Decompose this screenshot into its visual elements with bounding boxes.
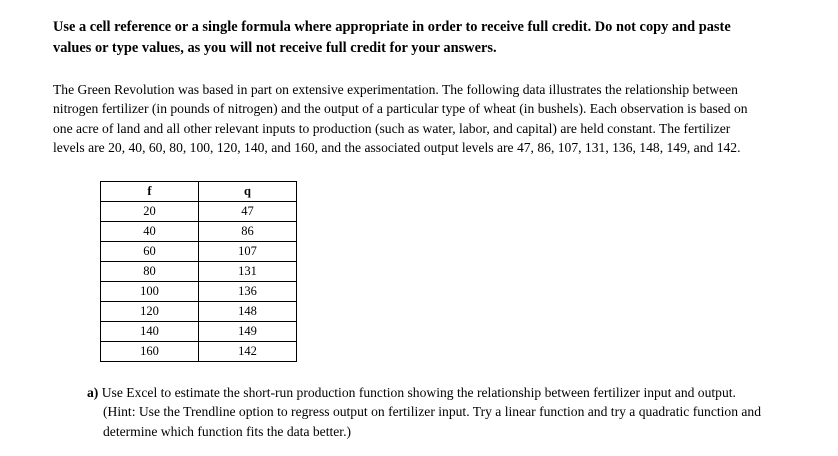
question-a-line-1 bbox=[87, 383, 827, 402]
instructions-line-2: values or type values, as you will not receive full credit for your answers. bbox=[53, 40, 497, 56]
table-cell-q: 149 bbox=[199, 322, 297, 342]
table-row bbox=[101, 302, 297, 322]
data-table bbox=[100, 181, 297, 362]
table-cell-f: 140 bbox=[101, 322, 199, 342]
intro-line-3: one acre of land and all other relevant inputs to production (such as water, labor, and capital) are held constant. The fertilizer bbox=[53, 120, 731, 136]
question-a-line-2: (Hint: Use the Trendline option to regress output on fertilizer input. Try a linear function and try a quadratic function and bbox=[103, 404, 762, 420]
table-cell-q: 136 bbox=[199, 282, 297, 302]
table-cell-q: 47 bbox=[199, 202, 297, 222]
table-row bbox=[101, 282, 297, 302]
question-text-1: Use Excel to estimate the short-run production function showing the relationship between fertilizer input and output. bbox=[101, 385, 736, 400]
table-cell-q: 148 bbox=[199, 302, 297, 322]
table-cell-f: 100 bbox=[101, 282, 199, 302]
table-header-q: q bbox=[199, 182, 297, 202]
table-cell-f: 160 bbox=[101, 342, 199, 362]
table-cell-q: 131 bbox=[199, 262, 297, 282]
question-label: a) bbox=[87, 385, 99, 400]
table-cell-f: 80 bbox=[101, 262, 199, 282]
table-cell-q: 107 bbox=[199, 242, 297, 262]
intro-line-2: nitrogen fertilizer (in pounds of nitrogen) and the output of a particular type of wheat (in bushels). Each observation is based on bbox=[53, 101, 748, 117]
intro-line-1: The Green Revolution was based in part on extensive experimentation. The following data illustrates the relationship between bbox=[53, 82, 738, 97]
intro-line-4: levels are 20, 40, 60, 80, 100, 120, 140, and 160, and the associated output levels are 47, 86, 107, 131, 136, 148, 149, and 142. bbox=[53, 140, 741, 156]
table-cell-q: 142 bbox=[199, 342, 297, 362]
table-header-row bbox=[101, 182, 297, 202]
table-cell-q: 86 bbox=[199, 222, 297, 242]
question-a-line-3: determine which function fits the data better.) bbox=[103, 423, 351, 439]
question-a bbox=[87, 383, 827, 441]
instructions-line-1: Use a cell reference or a single formula where appropriate in order to receive full credit. Do not copy and paste bbox=[53, 19, 731, 35]
table-row bbox=[101, 342, 297, 362]
table-cell-f: 20 bbox=[101, 202, 199, 222]
intro-paragraph bbox=[53, 80, 813, 158]
table-cell-f: 120 bbox=[101, 302, 199, 322]
table-row bbox=[101, 202, 297, 222]
table-row bbox=[101, 222, 297, 242]
table-header-f: f bbox=[101, 182, 199, 202]
table-cell-f: 40 bbox=[101, 222, 199, 242]
table-row bbox=[101, 262, 297, 282]
table-row bbox=[101, 322, 297, 342]
instructions-block bbox=[53, 17, 813, 59]
table-row bbox=[101, 242, 297, 262]
table-cell-f: 60 bbox=[101, 242, 199, 262]
